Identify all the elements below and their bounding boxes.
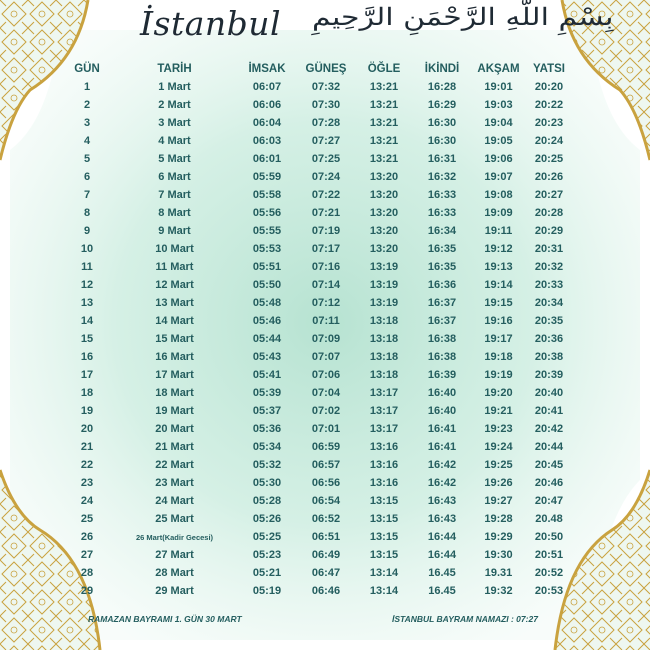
cell-gun: 15 [80,333,94,345]
cell-aksam: 19:07 [484,171,513,183]
table-row [62,366,572,384]
cell-imsak: 05:44 [252,333,282,345]
cell-gunes: 07:27 [311,135,341,147]
cell-ogle: 13:21 [369,135,399,147]
cell-yatsi: 20:47 [534,495,564,507]
cell-ikindi: 16:40 [427,405,457,417]
page-title: İstanbul [140,4,282,43]
cell-ogle: 13:17 [369,405,399,417]
cell-tarih: 18 Mart [155,387,194,399]
cell-imsak: 05:26 [252,513,282,525]
cell-imsak: 06:07 [252,81,282,93]
table-row [62,402,572,420]
cell-ikindi: 16:39 [427,369,457,381]
cell-ogle: 13:16 [369,459,399,471]
cell-tarih: 26 Mart(Kadir Gecesi) [135,532,214,542]
cell-tarih: 12 Mart [155,279,194,291]
cell-yatsi: 20:28 [534,207,564,219]
cell-yatsi: 20:25 [534,153,564,165]
basmala-calligraphy: بِسْمِ اللَّهِ الرَّحْمَنِ الرَّحِيمِ [312,3,614,31]
cell-imsak: 05:28 [252,495,282,507]
cell-ikindi: 16:41 [427,441,457,453]
cell-ikindi: 16:38 [427,333,457,345]
cell-tarih: 22 Mart [155,459,194,471]
cell-ikindi: 16:43 [427,495,457,507]
column-header-ogle: ÖĞLE [367,63,401,75]
cell-gunes: 06:57 [311,459,341,471]
cell-aksam: 19.31 [484,567,513,579]
cell-aksam: 19:24 [484,441,513,453]
cell-yatsi: 20:23 [534,117,564,129]
cell-tarih: 19 Mart [155,405,194,417]
cell-ikindi: 16:35 [427,261,457,273]
cell-ogle: 13:21 [369,99,399,111]
cell-imsak: 06:01 [252,153,282,165]
cell-ikindi: 16:42 [427,477,457,489]
cell-imsak: 06:04 [252,117,282,129]
cell-imsak: 05:50 [252,279,282,291]
cell-ikindi: 16:36 [427,279,457,291]
cell-gun: 7 [83,189,91,201]
cell-aksam: 19:09 [484,207,513,219]
cell-tarih: 21 Mart [155,441,194,453]
cell-gunes: 07:30 [311,99,341,111]
cell-gun: 25 [80,513,94,525]
table-row [62,528,572,546]
cell-gunes: 07:28 [311,117,341,129]
cell-ikindi: 16:44 [427,549,457,561]
cell-ikindi: 16.45 [428,585,456,597]
bayram-prayer-time-note: İSTANBUL BAYRAM NAMAZI : 07:27 [392,614,538,624]
column-header-yatsi: YATSI [533,63,565,75]
table-row [62,258,572,276]
cell-gun: 20 [80,423,94,435]
cell-aksam: 19:08 [484,189,513,201]
cell-tarih: 13 Mart [155,297,194,309]
table-row [62,546,572,564]
cell-gun: 6 [83,171,91,183]
cell-gunes: 07:32 [311,81,341,93]
cell-gun: 9 [83,225,91,237]
cell-tarih: 9 Mart [158,225,191,237]
cell-ikindi: 16:37 [427,297,457,309]
cell-aksam: 19:20 [484,387,513,399]
table-row [62,384,572,402]
cell-tarih: 20 Mart [155,423,194,435]
cell-ikindi: 16:32 [427,171,457,183]
column-header-gunes: GÜNEŞ [305,63,347,75]
cell-aksam: 19:13 [484,261,513,273]
cell-yatsi: 20:46 [534,477,564,489]
cell-aksam: 19:14 [484,279,513,291]
cell-tarih: 27 Mart [155,549,194,561]
cell-tarih: 23 Mart [155,477,194,489]
cell-ikindi: 16:28 [427,81,457,93]
cell-yatsi: 20:26 [534,171,564,183]
cell-aksam: 19:32 [484,585,513,597]
table-row [62,294,572,312]
cell-gun: 12 [80,279,94,291]
cell-ogle: 13:20 [369,243,399,255]
cell-ogle: 13:18 [369,351,399,363]
cell-aksam: 19:03 [484,99,513,111]
cell-gunes: 07:04 [311,387,341,399]
cell-aksam: 19:30 [484,549,513,561]
cell-gun: 19 [80,405,94,417]
cell-gunes: 07:24 [311,171,341,183]
cell-yatsi: 20:50 [534,531,564,543]
cell-gun: 22 [80,459,94,471]
cell-tarih: 14 Mart [155,315,194,327]
cell-yatsi: 20:40 [534,387,564,399]
cell-yatsi: 20:44 [534,441,564,453]
cell-gun: 10 [80,243,94,255]
cell-imsak: 05:51 [252,261,282,273]
table-row [62,186,572,204]
cell-imsak: 05:53 [252,243,282,255]
cell-tarih: 24 Mart [155,495,194,507]
table-row [62,78,572,96]
cell-gunes: 06:49 [311,549,341,561]
cell-tarih: 28 Mart [155,567,194,579]
cell-yatsi: 20:42 [534,423,564,435]
cell-yatsi: 20:38 [534,351,564,363]
cell-tarih: 10 Mart [155,243,194,255]
table-row [62,312,572,330]
cell-imsak: 06:03 [252,135,282,147]
cell-gun: 26 [80,531,94,543]
table-row [62,582,572,600]
cell-gun: 13 [80,297,94,309]
cell-imsak: 05:46 [252,315,282,327]
cell-tarih: 15 Mart [155,333,194,345]
cell-ogle: 13:16 [369,441,399,453]
cell-ikindi: 16:43 [427,513,457,525]
cell-gunes: 07:07 [311,351,341,363]
cell-ikindi: 16:41 [427,423,457,435]
cell-ikindi: 16:42 [427,459,457,471]
cell-ogle: 13:20 [369,207,399,219]
table-row [62,420,572,438]
cell-tarih: 7 Mart [158,189,191,201]
cell-yatsi: 20:33 [534,279,564,291]
cell-ogle: 13:20 [369,171,399,183]
cell-gun: 2 [83,99,91,111]
cell-ikindi: 16:29 [427,99,457,111]
cell-yatsi: 20:41 [534,405,564,417]
cell-yatsi: 20:20 [534,81,564,93]
cell-yatsi: 20:35 [534,315,564,327]
cell-gun: 23 [80,477,94,489]
column-header-imsak: İMSAK [248,63,286,75]
cell-gunes: 06:47 [311,567,341,579]
cell-gunes: 07:14 [311,279,341,291]
cell-tarih: 16 Mart [155,351,194,363]
cell-tarih: 1 Mart [158,81,191,93]
cell-gunes: 07:22 [311,189,341,201]
cell-ikindi: 16.45 [428,567,456,579]
cell-ikindi: 16:37 [427,315,457,327]
cell-yatsi: 20:22 [534,99,564,111]
cell-gunes: 07:12 [311,297,341,309]
table-row [62,150,572,168]
cell-imsak: 05:59 [252,171,282,183]
cell-ogle: 13:18 [369,369,399,381]
cell-ikindi: 16:40 [427,387,457,399]
cell-aksam: 19:06 [484,153,513,165]
cell-tarih: 5 Mart [158,153,191,165]
cell-aksam: 19:23 [484,423,513,435]
cell-ogle: 13:14 [369,567,399,579]
table-row [62,330,572,348]
cell-yatsi: 20:27 [534,189,564,201]
cell-ogle: 13:20 [369,189,399,201]
cell-ogle: 13:15 [369,495,399,507]
cell-tarih: 17 Mart [155,369,194,381]
cell-aksam: 19:11 [484,225,513,237]
cell-ikindi: 16:30 [427,117,457,129]
cell-ogle: 13:14 [369,585,399,597]
cell-yatsi: 20:34 [534,297,564,309]
table-row [62,474,572,492]
cell-aksam: 19:28 [484,513,513,525]
table-header-row [62,60,572,78]
cell-ogle: 13:21 [369,153,399,165]
column-header-tarih: TARİH [157,63,192,75]
bayram-date-note: RAMAZAN BAYRAMI 1. GÜN 30 MART [88,614,242,624]
cell-ikindi: 16:38 [427,351,457,363]
cell-gunes: 07:17 [311,243,341,255]
cell-yatsi: 20:51 [534,549,564,561]
cell-gun: 11 [81,261,93,273]
cell-ogle: 13:16 [369,477,399,489]
table-row [62,564,572,582]
table-row [62,510,572,528]
cell-imsak: 05:34 [252,441,282,453]
cell-gunes: 06:51 [311,531,341,543]
cell-aksam: 19:01 [484,81,513,93]
cell-ikindi: 16:30 [427,135,457,147]
cell-gun: 4 [83,135,91,147]
cell-gunes: 07:11 [312,315,340,327]
cell-gun: 3 [83,117,91,129]
cell-aksam: 19:12 [484,243,513,255]
cell-gun: 14 [80,315,94,327]
cell-tarih: 6 Mart [158,171,191,183]
cell-aksam: 19:29 [484,531,513,543]
cell-imsak: 05:56 [252,207,282,219]
cell-aksam: 19:26 [484,477,513,489]
cell-yatsi: 20:24 [534,135,564,147]
cell-imsak: 05:48 [252,297,282,309]
cell-gunes: 07:01 [311,423,341,435]
cell-gunes: 06:56 [311,477,341,489]
cell-tarih: 3 Mart [158,117,191,129]
cell-gunes: 07:21 [311,207,341,219]
cell-tarih: 29 Mart [155,585,194,597]
cell-yatsi: 20:32 [534,261,564,273]
cell-yatsi: 20:45 [534,459,564,471]
cell-imsak: 05:37 [252,405,282,417]
cell-gunes: 07:06 [311,369,341,381]
cell-imsak: 05:36 [252,423,282,435]
cell-yatsi: 20:31 [534,243,564,255]
cell-tarih: 2 Mart [158,99,191,111]
column-header-ikindi: İKİNDİ [424,63,460,75]
cell-gun: 27 [80,549,94,561]
cell-imsak: 05:39 [252,387,282,399]
cell-ogle: 13:21 [369,81,399,93]
cell-tarih: 25 Mart [155,513,194,525]
cell-yatsi: 20:39 [534,369,564,381]
cell-imsak: 05:43 [252,351,282,363]
cell-gunes: 06:46 [311,585,341,597]
cell-gun: 21 [80,441,94,453]
cell-imsak: 05:23 [252,549,282,561]
cell-ikindi: 16:35 [427,243,457,255]
cell-imsak: 05:32 [252,459,282,471]
cell-tarih: 11 Mart [155,261,194,273]
cell-yatsi: 20:29 [534,225,564,237]
cell-imsak: 05:21 [252,567,282,579]
table-row [62,168,572,186]
cell-ogle: 13:20 [369,225,399,237]
cell-gun: 5 [83,153,91,165]
cell-yatsi: 20.48 [535,513,563,525]
cell-imsak: 06:06 [252,99,282,111]
cell-ikindi: 16:33 [427,207,457,219]
cell-ogle: 13:19 [369,279,399,291]
table-row [62,222,572,240]
cell-gun: 8 [83,207,91,219]
cell-aksam: 19:16 [484,315,513,327]
cell-aksam: 19:15 [484,297,513,309]
cell-gunes: 07:16 [311,261,341,273]
cell-gun: 28 [80,567,94,579]
cell-aksam: 19:04 [484,117,513,129]
cell-ogle: 13:17 [369,423,399,435]
cell-imsak: 05:55 [252,225,282,237]
table-row [62,348,572,366]
cell-tarih: 4 Mart [158,135,191,147]
cell-aksam: 19:27 [484,495,513,507]
cell-gun: 24 [80,495,94,507]
table-row [62,204,572,222]
prayer-times-table [62,60,572,600]
cell-ogle: 13:18 [369,315,399,327]
cell-ogle: 13:15 [369,531,399,543]
table-row [62,438,572,456]
cell-gunes: 06:54 [311,495,341,507]
cell-imsak: 05:58 [252,189,282,201]
cell-ikindi: 16:44 [427,531,457,543]
cell-ikindi: 16:34 [427,225,457,237]
cell-imsak: 05:19 [252,585,282,597]
cell-gun: 1 [83,81,91,93]
cell-gun: 18 [80,387,94,399]
cell-ogle: 13:19 [369,261,399,273]
column-header-aksam: AKŞAM [477,63,520,75]
cell-yatsi: 20:53 [534,585,564,597]
cell-ogle: 13:21 [369,117,399,129]
cell-aksam: 19:25 [484,459,513,471]
cell-aksam: 19:19 [484,369,513,381]
column-header-gun: GÜN [74,63,100,75]
cell-aksam: 19:18 [484,351,513,363]
cell-gunes: 06:52 [311,513,341,525]
table-row [62,456,572,474]
table-row [62,276,572,294]
cell-ikindi: 16:31 [427,153,457,165]
cell-imsak: 05:30 [252,477,282,489]
cell-gunes: 07:19 [311,225,341,237]
table-row [62,492,572,510]
cell-gunes: 06:59 [311,441,341,453]
cell-ogle: 13:17 [369,387,399,399]
table-row [62,114,572,132]
cell-aksam: 19:05 [484,135,513,147]
table-body [62,78,572,600]
cell-imsak: 05:41 [252,369,282,381]
cell-ogle: 13:15 [369,513,399,525]
table-row [62,96,572,114]
cell-ikindi: 16:33 [427,189,457,201]
cell-gun: 17 [80,369,94,381]
table-row [62,240,572,258]
cell-ogle: 13:15 [369,549,399,561]
cell-aksam: 19:21 [484,405,513,417]
cell-ogle: 13:19 [369,297,399,309]
cell-gun: 16 [80,351,94,363]
cell-aksam: 19:17 [484,333,513,345]
table-row [62,132,572,150]
cell-gunes: 07:09 [311,333,341,345]
cell-tarih: 8 Mart [158,207,191,219]
cell-gunes: 07:25 [311,153,341,165]
cell-yatsi: 20:52 [534,567,564,579]
cell-gun: 29 [80,585,94,597]
cell-imsak: 05:25 [252,531,282,543]
cell-gunes: 07:02 [311,405,341,417]
cell-yatsi: 20:36 [534,333,564,345]
cell-ogle: 13:18 [369,333,399,345]
